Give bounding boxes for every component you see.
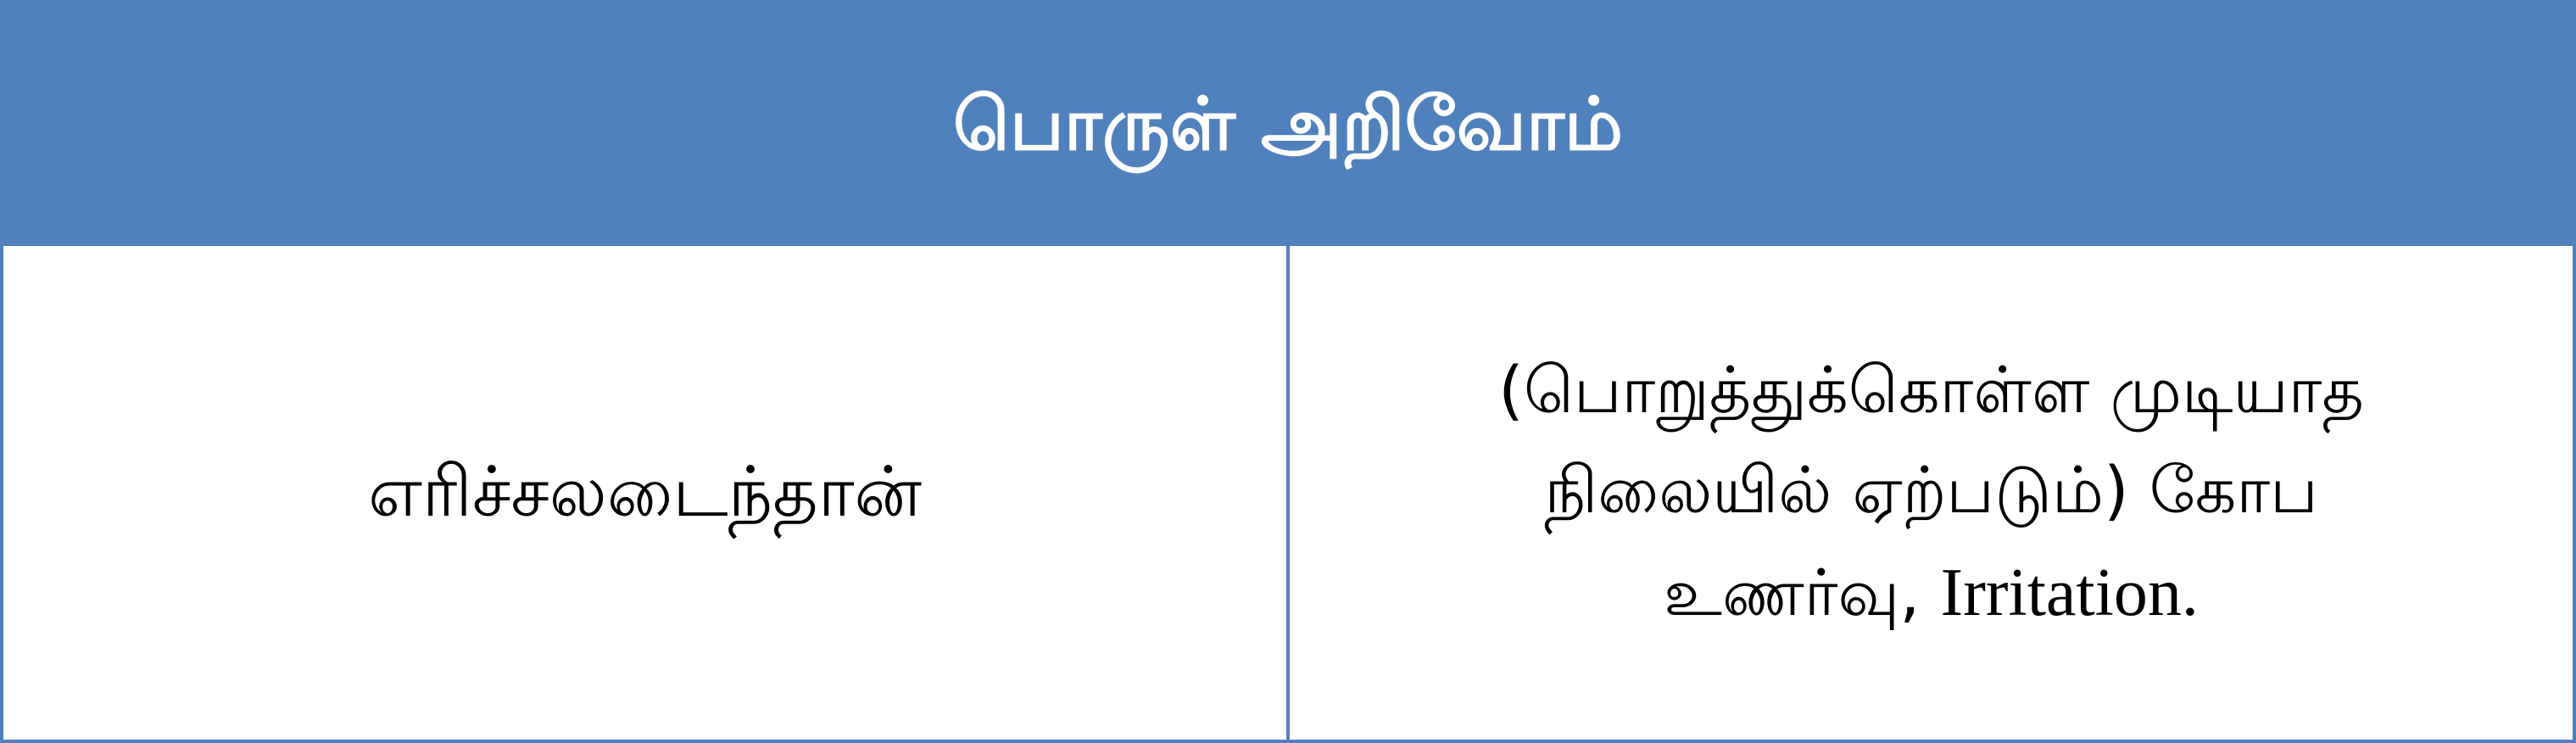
- meaning-english: Irritation.: [1940, 555, 2199, 630]
- meaning-line-3: [1498, 540, 2364, 645]
- meaning-tamil-end: உணர்வு,: [1664, 554, 1921, 630]
- meaning-cell: [1290, 246, 2573, 740]
- meaning-line-2: நிலையில் ஏற்படும்) கோப: [1544, 452, 2318, 528]
- meaning-line-1: (பொறுத்துக்கொள்ள முடியாத: [1498, 352, 2364, 428]
- table-header: [3, 3, 2573, 246]
- word-cell: [3, 246, 1290, 740]
- table-title: பொருள் அறிவோம்: [952, 82, 1624, 167]
- table-row: [3, 246, 2573, 740]
- meaning-text: [1498, 340, 2364, 645]
- tamil-word: எரிச்சலடைந்தான்: [367, 451, 923, 533]
